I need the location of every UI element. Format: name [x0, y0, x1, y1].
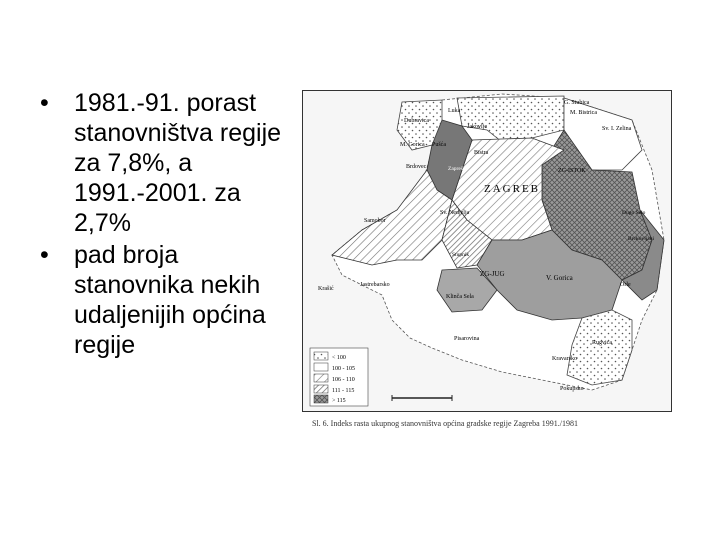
label-zg-istok: ZG-ISTOK [558, 168, 586, 174]
label-luka: Luka [448, 108, 461, 114]
legend-label: 111 - 115 [332, 388, 355, 394]
bullet-text: pad broja stanovnika nekih udaljenijih općina regije [74, 241, 266, 359]
legend-swatch [314, 352, 328, 360]
label-v-gorica: V. Gorica [546, 274, 573, 282]
legend-swatch [314, 374, 328, 382]
label-orle: Orle [620, 282, 631, 288]
label-m-gorica: M. Gorica [400, 142, 425, 148]
label-jastrebarsko: Jastrebarsko [360, 282, 390, 288]
label-sv-nedjelja: Sv. Nedjelja [440, 210, 470, 216]
legend-swatch [314, 363, 328, 371]
label-brdovec: Brdovec [406, 164, 427, 170]
label-pokupsko: Pokupsko [560, 386, 584, 392]
legend-label: < 100 [332, 355, 346, 361]
legend-label: 106 - 110 [332, 377, 355, 383]
label-g-stubica: G. Stubica [564, 100, 590, 106]
label-samobor: Samobor [364, 218, 386, 224]
bullet-list [30, 88, 290, 362]
population-index-map [302, 90, 672, 412]
label-brckovljani: Brckovljani [628, 236, 654, 242]
label-zg-jug: ZG-JUG [480, 270, 505, 278]
legend-swatch [314, 395, 328, 403]
bullet-dot: • [40, 89, 49, 117]
label-bistra: Bistra [474, 150, 489, 156]
label-sv-i-zelina: Sv. I. Zelina [602, 126, 632, 132]
label-rugvica: Rugvica [592, 340, 612, 346]
bullet-item [30, 240, 290, 360]
bullet-dot: • [40, 241, 49, 269]
legend-label: > 115 [332, 398, 346, 404]
label-jakovlje: Jakovlje [467, 124, 487, 130]
map-legend [310, 348, 368, 406]
label-krasic: Krašić [318, 286, 334, 292]
label-zagreb: ZAGREB [484, 183, 540, 195]
map-svg [302, 90, 672, 412]
legend-label: 100 - 105 [332, 366, 355, 372]
legend-swatch [314, 385, 328, 393]
map-caption: Sl. 6. Indeks rasta ukupnog stanovništva općina gradske regije Zagreba 1991./1981 [312, 419, 578, 428]
label-klinca-sela: Klinča Sela [446, 294, 474, 300]
label-m-bistrica: M. Bistrica [570, 110, 597, 116]
label-dubravica: Dubravica [404, 118, 429, 124]
label-dugo-selo: Dugo Selo [622, 210, 646, 216]
label-stupnik: Stupnik [452, 252, 470, 258]
bullet-text: 1981.-91. porast stanovništva regije za 7,8%, a 1991.-2001. za 2,7% [74, 89, 282, 237]
label-pisarovina: Pisarovina [454, 336, 480, 342]
label-pusca: Pušća [432, 142, 446, 148]
bullet-item [30, 88, 290, 238]
label-kravarsko: Kravarsko [552, 356, 577, 362]
label-zapresic: Zaprešić [448, 166, 467, 172]
